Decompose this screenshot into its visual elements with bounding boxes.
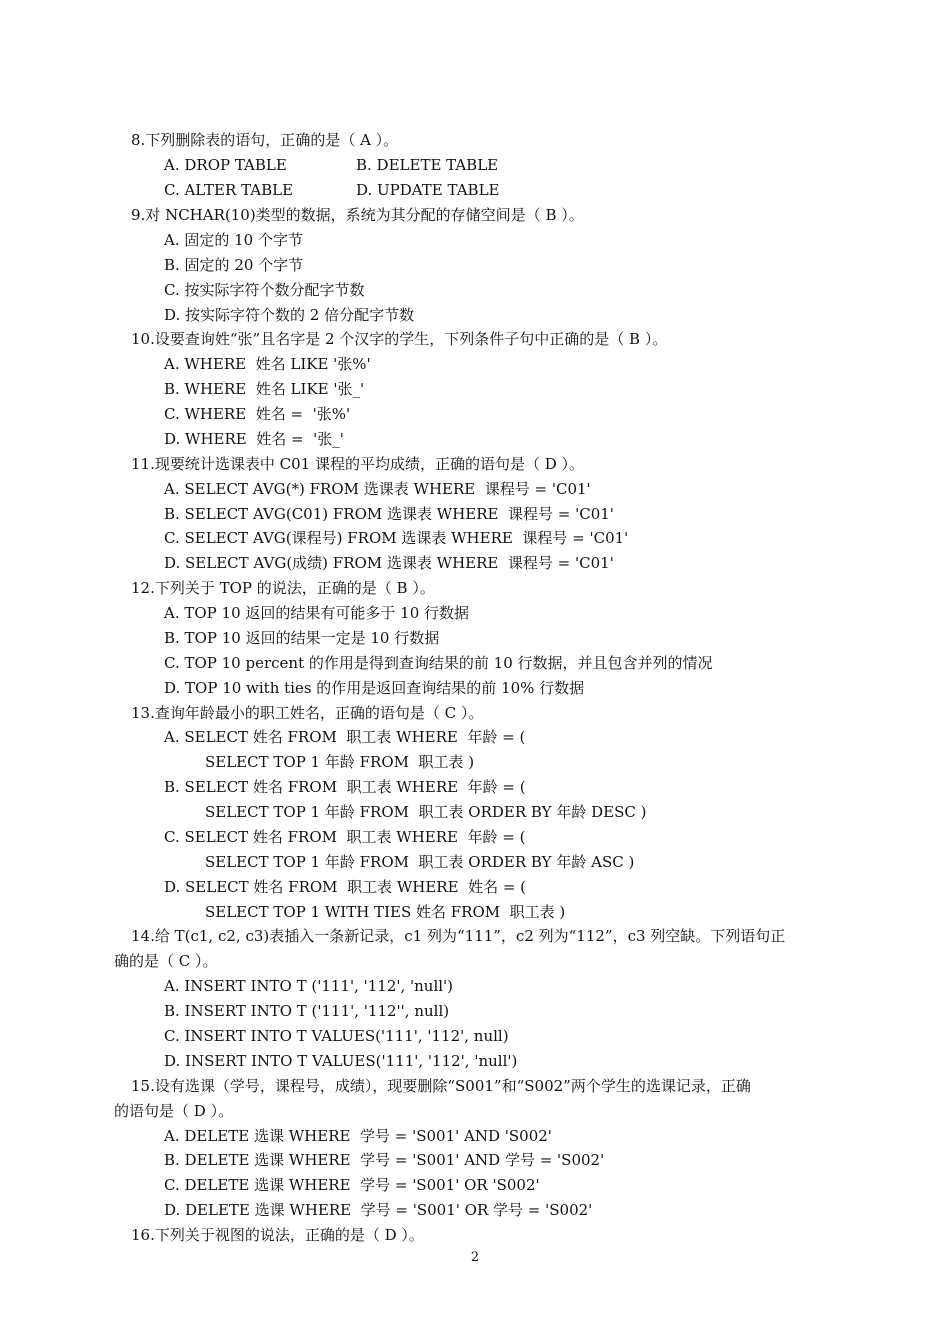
question-8-option-c: C. ALTER TABLE — [164, 181, 294, 199]
question-13-option-a: A. SELECT 姓名 FROM 职工表 WHERE 年龄 = ( — [164, 728, 526, 746]
question-9-option-a: A. 固定的 10 个字节 — [164, 231, 303, 249]
question-11-stem: 11.现要统计选课表中 C01 课程的平均成绩，正确的语句是（ D ）。 — [131, 455, 585, 473]
question-14-option-a: A. INSERT INTO T ('111', '112', 'null') — [164, 977, 454, 995]
question-11-option-d: D. SELECT AVG(成绩) FROM 选课表 WHERE 课程号 = 'C01' — [164, 554, 614, 572]
question-14-option-c: C. INSERT INTO T VALUES('111', '112', null) — [164, 1027, 509, 1045]
question-8-option-d: D. UPDATE TABLE — [356, 181, 500, 199]
question-15-option-d: D. DELETE 选课 WHERE 学号 = 'S001' OR 学号 = 'S002' — [164, 1201, 593, 1219]
question-10-option-a: A. WHERE 姓名 LIKE '张%' — [164, 355, 371, 373]
question-12-option-a: A. TOP 10 返回的结果有可能多于 10 行数据 — [164, 604, 470, 622]
question-10-stem: 10.设要查询姓“张”且名字是 2 个汉字的学生，下列条件子句中正确的是（ B ）。 — [131, 330, 668, 348]
question-13-option-c-subquery: SELECT TOP 1 年龄 FROM 职工表 ORDER BY 年龄 ASC ) — [205, 853, 635, 871]
question-15-stem: 15.设有选课（学号，课程号，成绩），现要删除“S001”和“S002”两个学生的选课记录，正确 — [131, 1077, 751, 1095]
question-15-option-a: A. DELETE 选课 WHERE 学号 = 'S001' AND 'S002' — [164, 1127, 552, 1145]
question-10-option-c: C. WHERE 姓名 = '张%' — [164, 405, 351, 423]
question-8-stem: 8.下列删除表的语句，正确的是（ A ）。 — [131, 131, 399, 149]
question-10-option-d: D. WHERE 姓名 = '张_' — [164, 430, 344, 448]
question-13-option-d-subquery: SELECT TOP 1 WITH TIES 姓名 FROM 职工表 ) — [205, 903, 566, 921]
question-15-option-b: B. DELETE 选课 WHERE 学号 = 'S001' AND 学号 = 'S002' — [164, 1151, 605, 1169]
question-8-option-a: A. DROP TABLE — [164, 156, 287, 174]
question-8-option-b: B. DELETE TABLE — [356, 156, 499, 174]
question-13-option-a-subquery: SELECT TOP 1 年龄 FROM 职工表 ) — [205, 753, 475, 771]
question-12-stem: 12.下列关于 TOP 的说法，正确的是（ B ）。 — [131, 579, 435, 597]
question-10-option-b: B. WHERE 姓名 LIKE '张_' — [164, 380, 365, 398]
question-11-option-b: B. SELECT AVG(C01) FROM 选课表 WHERE 课程号 = 'C01' — [164, 505, 614, 523]
question-12-option-c: C. TOP 10 percent 的作用是得到查询结果的前 10 行数据，并且包含并列的情况 — [164, 654, 713, 672]
question-13-option-d: D. SELECT 姓名 FROM 职工表 WHERE 姓名 = ( — [164, 878, 527, 896]
question-14-option-b: B. INSERT INTO T ('111', '112'', null) — [164, 1002, 450, 1020]
question-9-stem: 9.对 NCHAR(10)类型的数据，系统为其分配的存储空间是（ B ）。 — [131, 206, 584, 224]
question-14-option-d: D. INSERT INTO T VALUES('111', '112', 'null') — [164, 1052, 518, 1070]
question-15-option-c: C. DELETE 选课 WHERE 学号 = 'S001' OR 'S002' — [164, 1176, 540, 1194]
question-9-option-b: B. 固定的 20 个字节 — [164, 256, 304, 274]
question-11-option-a: A. SELECT AVG(*) FROM 选课表 WHERE 课程号 = 'C01' — [164, 480, 591, 498]
question-9-option-d: D. 按实际字符个数的 2 倍分配字节数 — [164, 306, 415, 324]
question-13-option-c: C. SELECT 姓名 FROM 职工表 WHERE 年龄 = ( — [164, 828, 526, 846]
question-9-option-c: C. 按实际字符个数分配字节数 — [164, 281, 365, 299]
question-14-stem-continued: 确的是（ C ）。 — [114, 952, 218, 970]
question-13-stem: 13.查询年龄最小的职工姓名，正确的语句是（ C ）。 — [131, 704, 484, 722]
question-14-stem: 14.给 T(c1, c2, c3)表插入一条新记录，c1 列为“111”，c2 列为“112”，c3 列空缺。下列语句正 — [131, 927, 786, 945]
question-13-option-b-subquery: SELECT TOP 1 年龄 FROM 职工表 ORDER BY 年龄 DESC ) — [205, 803, 647, 821]
question-11-option-c: C. SELECT AVG(课程号) FROM 选课表 WHERE 课程号 = 'C01' — [164, 529, 629, 547]
question-16-stem: 16.下列关于视图的说法，正确的是（ D ）。 — [131, 1226, 424, 1244]
question-12-option-b: B. TOP 10 返回的结果一定是 10 行数据 — [164, 629, 440, 647]
question-15-stem-continued: 的语句是（ D ）。 — [114, 1102, 234, 1120]
question-13-option-b: B. SELECT 姓名 FROM 职工表 WHERE 年龄 = ( — [164, 778, 526, 796]
question-12-option-d: D. TOP 10 with ties 的作用是返回查询结果的前 10% 行数据 — [164, 679, 585, 697]
page-number: 2 — [470, 1250, 480, 1265]
